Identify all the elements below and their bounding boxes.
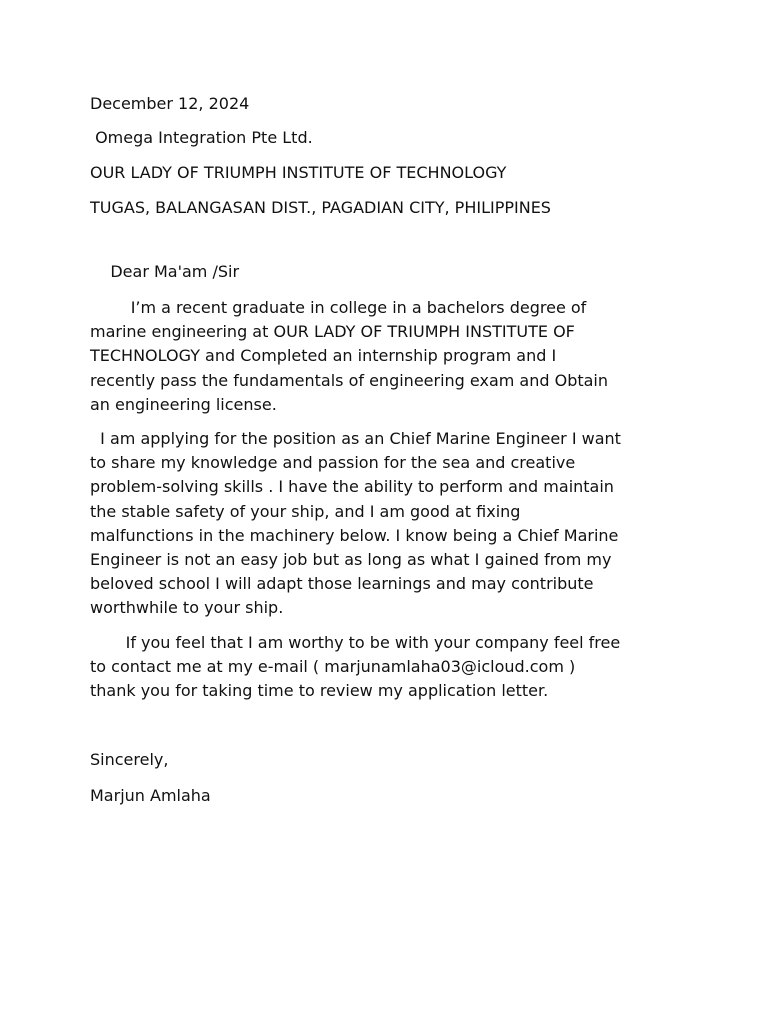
paragraph-line: an engineering license. — [90, 394, 277, 414]
paragraph-line: to share my knowledge and passion for the sea and creative — [90, 453, 576, 473]
salutation: Dear Ma'am /Sir — [90, 262, 240, 281]
recipient-company: Omega Integration Pte Ltd. — [90, 128, 313, 147]
paragraph-line: TECHNOLOGY and Completed an internship program and I — [90, 346, 557, 366]
paragraph-line: thank you for taking time to review my application letter. — [90, 681, 549, 701]
paragraph-line: Engineer is not an easy job but as long as what I gained from my — [90, 550, 612, 570]
paragraph-line: If you feel that I am worthy to be with your company feel free — [90, 633, 621, 652]
body-paragraph-2 — [90, 427, 690, 621]
paragraph-line: marine engineering at OUR LADY OF TRIUMPH INSTITUTE OF — [90, 322, 575, 342]
signature-name: Marjun Amlaha — [90, 786, 211, 805]
paragraph-line: recently pass the fundamentals of engineering exam and Obtain — [90, 370, 609, 390]
paragraph-line: worthwhile to your ship. — [90, 598, 284, 618]
institution-address: TUGAS, BALANGASAN DIST., PAGADIAN CITY, PHILIPPINES — [90, 198, 551, 217]
paragraph-line: malfunctions in the machinery below. I know being a Chief Marine — [90, 525, 619, 545]
paragraph-line: the stable safety of your ship, and I am good at fixing — [90, 501, 521, 521]
paragraph-line: to contact me at my e-mail ( marjunamlaha03@icloud.com ) — [90, 657, 576, 677]
paragraph-line: I am applying for the position as an Chief Marine Engineer I want — [90, 429, 621, 448]
paragraph-line: I’m a recent graduate in college in a bachelors degree of — [90, 298, 587, 317]
paragraph-line: beloved school I will adapt those learnings and may contribute — [90, 574, 594, 594]
body-paragraph-3 — [90, 631, 690, 704]
body-paragraph-1 — [90, 296, 690, 417]
letter-date: December 12, 2024 — [90, 94, 250, 113]
paragraph-line: problem-solving skills . I have the ability to perform and maintain — [90, 477, 614, 497]
closing: Sincerely, — [90, 750, 169, 769]
institution-name: OUR LADY OF TRIUMPH INSTITUTE OF TECHNOLOGY — [90, 163, 507, 182]
